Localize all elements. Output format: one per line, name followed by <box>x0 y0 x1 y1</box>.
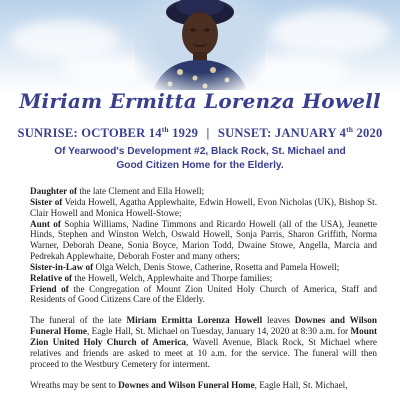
sunset-label: SUNSET: JANUARY 4 <box>217 126 347 141</box>
relation-aunt: Aunt of Sophia Williams, Nadine Timmons and Ricardo Howell (all of the USA), Jeanette Hinds, Stephen and Winston Welch, Oswald Howell, Sonja Parris, Sharon Griffith, Norma Warner, Deborah Deane, Sonia Boyce, Marion Todd, Dwaine Stowe, Angella, Marcia and Pedrekah Applewhaite, Deborah Foster and many others; <box>30 218 377 262</box>
sunrise-ordinal: th <box>161 125 169 134</box>
date-separator: | <box>206 126 210 141</box>
relation-daughter: Daughter of the late Clement and Ella Howell; <box>30 186 205 196</box>
relation-sister-in-law: Sister-in-Law of Olga Welch, Denis Stowe, Catherine, Rosetta and Pamela Howell; <box>30 261 340 272</box>
sunrise-year: 1929 <box>172 126 199 141</box>
obituary-body <box>30 186 377 390</box>
sunset-ordinal: th <box>346 125 354 134</box>
address-line-1: Of Yearwood's Development #2, Black Rock, St. Michael and <box>54 146 346 157</box>
portrait-photo <box>135 0 265 90</box>
life-dates <box>0 125 400 141</box>
funeral-announcement: The funeral of the late Miriam Ermitta Lorenza Howell leaves Downes and Wilson Funeral Home, Eagle Hall, St. Michael on Tuesday, January 14, 2020 at 8:30 a.m. for Mount Zion United Holy Church of America, Wavell Avenue, Black Rock, St Michael where relatives and friends are asked to meet at 10 a.m. for the service. The funeral will then proceed to the Westbury Cemetery for interment. <box>30 315 378 369</box>
sunrise-label: SUNRISE: OCTOBER 14 <box>17 126 162 141</box>
address-line-2: Good Citizen Home for the Elderly. <box>116 160 284 171</box>
residence-address <box>30 145 370 173</box>
wreaths-notice: Wreaths may be sent to Downes and Wilson Funeral Home, Eagle Hall, St. Michael, <box>30 379 348 390</box>
relation-friend: Friend of the Congregation of Mount Zion United Holy Church of America, Staff and Residents of Good Citizens Care of the Elderly. <box>30 283 377 305</box>
sunset-year: 2020 <box>356 126 383 141</box>
relation-relative: Relative of the Howell, Welch, Applewhaite and Thorpe families; <box>30 272 273 283</box>
deceased-name: Miriam Ermitta Lorenza Howell <box>19 89 381 113</box>
relation-sister: Sister of Veida Howell, Agatha Applewhaite, Edwin Howell, Evon Nicholas (UK), Bishop St. Clair Howell and Monica Howell-Stowe; <box>30 196 377 218</box>
